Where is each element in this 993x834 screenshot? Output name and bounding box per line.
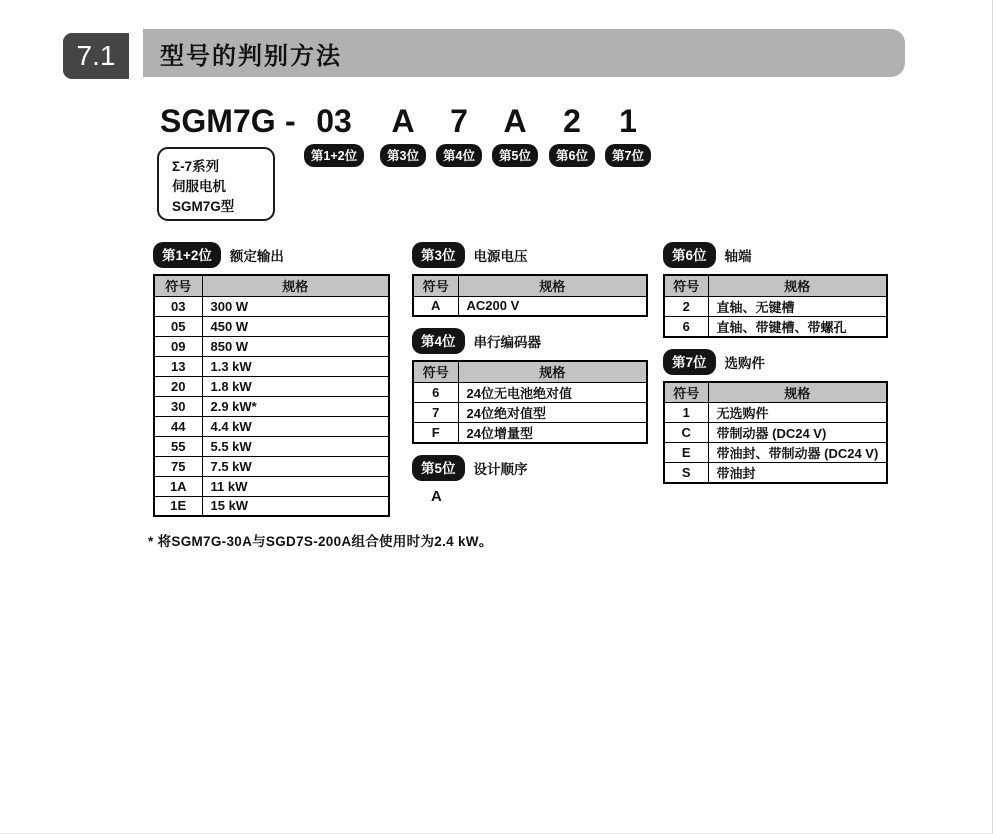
spec-cell: 4.4 kW [202,416,389,436]
table-row [664,463,887,484]
spec-cell: 15 kW [202,496,389,516]
symbol-cell: 05 [154,316,202,336]
position-badge: 第6位 [549,144,595,167]
symbol-cell: F [413,422,458,443]
col-header-spec: 规格 [202,275,389,296]
table-row [413,296,647,316]
spec-table [663,274,888,338]
table-row [154,496,389,516]
section-number: 7.1 [76,40,116,71]
section-head [412,244,648,266]
position-badge: 第1+2位 [304,144,364,167]
table-row [154,296,389,316]
table-row [664,443,887,463]
model-prefix: SGM7G [160,103,276,139]
spec-cell: 300 W [202,296,389,316]
section-badge: 第4位 [412,328,465,354]
table-row [664,423,887,443]
table-row [154,436,389,456]
model-position-7 [586,102,670,167]
spec-table [412,360,648,444]
spec-cell: 450 W [202,316,389,336]
table-row [413,422,647,443]
spec-cell: AC200 V [458,296,647,316]
spec-cell: 带油封 [708,463,887,484]
symbol-cell: C [664,423,708,443]
section-power-voltage [412,244,648,317]
section-title: 串行编码器 [473,335,542,350]
spec-cell: 1.8 kW [202,376,389,396]
table-row [154,356,389,376]
table-row [664,316,887,337]
col-header-symbol: 符号 [413,361,458,382]
symbol-cell: A [413,296,458,316]
spec-table [153,274,390,517]
symbol-cell: E [664,443,708,463]
spec-table [663,381,888,485]
col-header-symbol: 符号 [664,275,708,296]
page-title: 型号的判别方法 [160,42,342,70]
spec-cell: 直轴、无键槽 [708,296,887,316]
spec-cell: 850 W [202,336,389,356]
series-line: SGM7G型 [172,199,235,214]
symbol-cell: 44 [154,416,202,436]
spec-cell: 7.5 kW [202,456,389,476]
table-row [413,402,647,422]
series-line: 伺服电机 [172,179,226,194]
section-number-box [63,33,129,79]
symbol-cell: 1 [664,403,708,423]
section-head [412,330,648,352]
section-head [412,457,648,479]
symbol-cell: 6 [413,382,458,402]
col-header-symbol: 符号 [413,275,458,296]
table-row [664,296,887,316]
section-title: 电源电压 [473,249,528,264]
section-design-order [412,457,648,505]
column-left [153,244,390,517]
symbol-cell: 03 [154,296,202,316]
position-badge: 第3位 [380,144,426,167]
series-line: Σ-7系列 [172,159,220,174]
table-row [154,396,389,416]
spec-cell: 11 kW [202,476,389,496]
model-digit: A [391,103,415,139]
spec-table [412,274,648,317]
section-title: 设计顺序 [473,461,528,477]
col-header-symbol: 符号 [664,382,708,403]
table-row [664,403,887,423]
spec-cell: 带油封、带制动器 (DC24 V) [708,443,887,463]
symbol-cell: 09 [154,336,202,356]
section-badge: 第1+2位 [153,242,221,268]
spec-cell: 带制动器 (DC24 V) [708,423,887,443]
symbol-cell: 6 [664,316,708,337]
table-row [413,382,647,402]
col-header-spec: 规格 [458,361,647,382]
spec-cell: 24位无电池绝对值 [458,382,647,402]
spec-cell: 24位绝对值型 [458,402,647,422]
section-serial-encoder [412,330,648,444]
symbol-cell: 1E [154,496,202,516]
symbol-cell: 55 [154,436,202,456]
symbol-cell: 30 [154,396,202,416]
table-row [154,316,389,336]
table-row [154,456,389,476]
section-badge: 第3位 [412,242,465,268]
table-row [154,416,389,436]
section-head [663,351,888,373]
model-digit: 7 [450,103,468,139]
section-badge: 第6位 [663,242,716,268]
symbol-cell: 2 [664,296,708,316]
symbol-cell: 20 [154,376,202,396]
spec-cell: 1.3 kW [202,356,389,376]
symbol-cell: 1A [154,476,202,496]
symbol-cell: S [664,463,708,484]
section-badge: 第5位 [412,455,465,481]
spec-cell: 2.9 kW* [202,396,389,416]
section-options [663,351,888,485]
section-head [153,244,390,266]
column-middle [412,244,648,505]
table-row [154,376,389,396]
spec-cell: 5.5 kW [202,436,389,456]
position-badge: 第4位 [436,144,482,167]
section-head [663,244,888,266]
footnote: * 将SGM7G-30A与SGD7S-200A组合使用时为2.4 kW。 [148,534,493,549]
col-header-spec: 规格 [708,382,887,403]
model-digit: 1 [619,103,637,139]
table-row [154,336,389,356]
col-header-symbol: 符号 [154,275,202,296]
col-header-spec: 规格 [708,275,887,296]
column-right [663,244,888,484]
model-separator: - [285,103,296,139]
section-title-bar [143,29,905,77]
model-digit: 03 [316,103,352,139]
position-badge: 第7位 [605,144,651,167]
section-badge: 第7位 [663,349,716,375]
series-box [157,147,275,221]
design-order-value: A [431,487,442,505]
spec-cell: 24位增量型 [458,422,647,443]
symbol-cell: 7 [413,402,458,422]
table-row [154,476,389,496]
model-digit: 2 [563,103,581,139]
spec-cell: 直轴、带键槽、带螺孔 [708,316,887,337]
symbol-cell: 75 [154,456,202,476]
section-rated-output [153,244,390,517]
section-shaft-end [663,244,888,338]
section-title: 选购件 [724,355,766,371]
position-badge: 第5位 [492,144,538,167]
spec-cell: 无选购件 [708,403,887,423]
col-header-spec: 规格 [458,275,647,296]
model-digit: A [503,103,527,139]
section-title: 轴端 [724,249,752,264]
symbol-cell: 13 [154,356,202,376]
section-title: 额定输出 [229,249,284,264]
